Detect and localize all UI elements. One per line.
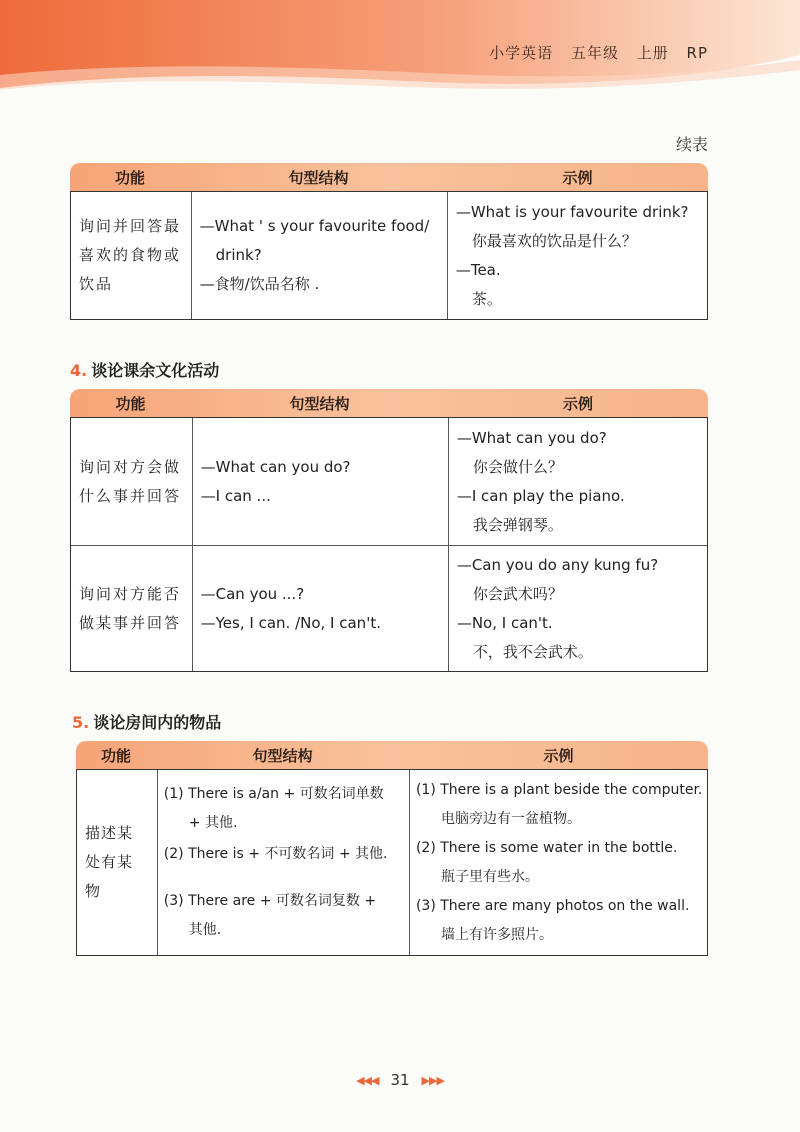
example-cell bbox=[447, 192, 707, 319]
structure-line: (2) There is + 不可数名词 + 其他. bbox=[163, 846, 388, 862]
header-subject: 小学英语 bbox=[489, 44, 554, 62]
section-number: 4. bbox=[70, 361, 88, 380]
table-body bbox=[70, 191, 708, 320]
table-header bbox=[76, 741, 708, 769]
col-header-example: 示例 bbox=[562, 168, 593, 187]
page-footer bbox=[0, 1071, 800, 1089]
table-row bbox=[77, 770, 707, 955]
header-volume: 上册 bbox=[636, 44, 669, 62]
table-header bbox=[70, 389, 708, 417]
example-translation: 墙上有许多照片。 bbox=[440, 926, 553, 943]
example-cell bbox=[448, 546, 707, 671]
table-row bbox=[71, 545, 707, 671]
example-translation: 瓶子里有些水。 bbox=[440, 868, 539, 885]
col-header-function: 功能 bbox=[115, 394, 146, 413]
structure-line: —What ' s your favourite food/ bbox=[199, 217, 430, 235]
example-line: (3) There are many photos on the wall. bbox=[415, 897, 690, 914]
example-translation: 你最喜欢的饮品是什么？ bbox=[471, 231, 637, 250]
example-line: —Tea. bbox=[455, 260, 501, 279]
structure-cell bbox=[192, 546, 448, 671]
function-cell: 询问并回答最喜欢的食物或饮品 bbox=[79, 217, 182, 293]
col-header-structure: 句型结构 bbox=[288, 168, 349, 187]
header-edition: RP bbox=[686, 44, 708, 62]
col-header-structure: 句型结构 bbox=[289, 394, 350, 413]
table-activities bbox=[70, 389, 708, 672]
table-food-drink bbox=[70, 163, 708, 320]
structure-line: (1) There is a/an + 可数名词单数 bbox=[163, 786, 384, 802]
col-header-structure: 句型结构 bbox=[252, 746, 313, 765]
continued-label: 续表 bbox=[675, 135, 708, 154]
example-translation: 你会武术吗？ bbox=[472, 584, 563, 603]
section-title-5 bbox=[72, 710, 221, 733]
example-translation: 电脑旁边有一盆植物。 bbox=[440, 810, 581, 827]
example-translation: 茶。 bbox=[471, 289, 502, 308]
structure-line: drink? bbox=[215, 246, 262, 264]
structure-line: —I can ... bbox=[200, 486, 271, 505]
table-room-items bbox=[76, 741, 708, 956]
structure-cell bbox=[192, 418, 448, 545]
structure-line: —食物/饮品名称 . bbox=[199, 275, 320, 293]
structure-line: (3) There are + 可数名词复数 + bbox=[163, 893, 377, 909]
col-header-function: 功能 bbox=[114, 168, 145, 187]
header-grade: 五年级 bbox=[570, 44, 619, 62]
page-number: 31 bbox=[390, 1071, 410, 1089]
header-book-info bbox=[477, 42, 708, 63]
structure-line: —Can you ...? bbox=[200, 584, 305, 603]
section-title-4 bbox=[70, 358, 219, 381]
structure-line: + 其他. bbox=[188, 815, 238, 831]
section-title-text: 谈论课余文化活动 bbox=[91, 361, 220, 380]
example-line: —No, I can't. bbox=[456, 613, 553, 632]
function-cell: 询问对方会做什么事并回答 bbox=[79, 457, 182, 505]
section-title-text: 谈论房间内的物品 bbox=[93, 713, 222, 732]
section-number: 5. bbox=[72, 713, 90, 732]
col-header-example: 示例 bbox=[562, 394, 593, 413]
example-line: —What can you do? bbox=[456, 428, 607, 447]
function-cell: 询问对方能否做某事并回答 bbox=[79, 584, 182, 632]
structure-line: —What can you do? bbox=[200, 457, 351, 476]
left-arrows-icon: ◀◀◀ bbox=[356, 1073, 379, 1087]
example-line: (2) There is some water in the bottle. bbox=[415, 839, 678, 856]
function-cell: 描述某处有某物 bbox=[85, 824, 134, 900]
table-row bbox=[71, 418, 707, 545]
example-cell bbox=[409, 770, 707, 955]
col-header-example: 示例 bbox=[543, 746, 574, 765]
example-cell bbox=[448, 418, 707, 545]
example-line: —What is your favourite drink? bbox=[455, 202, 689, 221]
structure-line: 其他. bbox=[188, 922, 222, 938]
table-body bbox=[76, 769, 708, 956]
example-line: (1) There is a plant beside the computer. bbox=[415, 781, 703, 798]
example-translation: 你会做什么？ bbox=[472, 457, 563, 476]
structure-line: —Yes, I can. /No, I can't. bbox=[200, 613, 381, 632]
table-row bbox=[71, 192, 707, 319]
structure-cell bbox=[157, 770, 409, 955]
col-header-function: 功能 bbox=[100, 746, 131, 765]
example-line: —I can play the piano. bbox=[456, 486, 625, 505]
example-translation: 我会弹钢琴。 bbox=[472, 515, 563, 534]
example-line: —Can you do any kung fu? bbox=[456, 555, 659, 574]
table-header bbox=[70, 163, 708, 191]
structure-cell bbox=[191, 192, 447, 319]
header-band bbox=[0, 0, 800, 95]
table-body bbox=[70, 417, 708, 672]
right-arrows-icon: ▶▶▶ bbox=[421, 1073, 444, 1087]
example-translation: 不，我不会武术。 bbox=[472, 642, 593, 661]
